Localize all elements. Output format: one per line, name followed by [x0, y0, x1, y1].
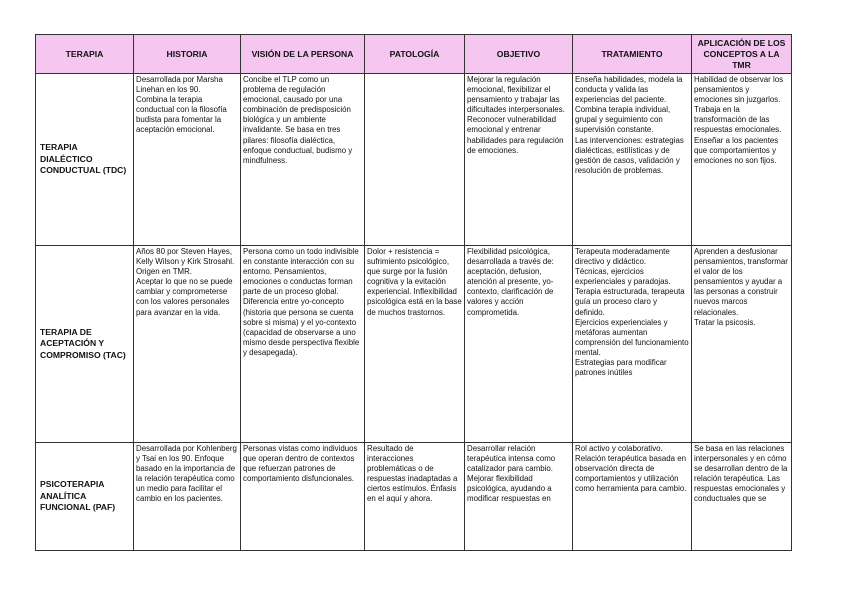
- header-vision: VISIÓN DE LA PERSONA: [241, 35, 365, 74]
- cell-paragraph: Concibe el TLP como un problema de regulación emocional, causado por una combinación de predisposición biológica y un ambiente invalidante. Se basa en tres pilares: filosofía dialéctica, enfoque conductual, budismo y mindfulness.: [243, 75, 353, 165]
- header-tratamiento: TRATAMIENTO: [573, 35, 692, 74]
- cell-paragraph: Combina terapia individual, grupal y seguimiento con supervisión constante.: [575, 105, 671, 135]
- historia-cell: [134, 246, 241, 443]
- aplicacion-cell: [692, 443, 792, 551]
- cell-paragraph: Mejorar la regulación emocional, flexibilizar el pensamiento y trabajar las dificultades interpersonales.: [467, 75, 565, 115]
- table-row: [36, 443, 792, 551]
- cell-paragraph: Desarrollada por Marsha Linehan en los 90.: [136, 75, 223, 95]
- therapy-comparison-table: [35, 34, 792, 551]
- header-terapia: TERAPIA: [36, 35, 134, 74]
- cell-paragraph: Se basa en las relaciones interpersonales y en cómo se desarrollan dentro de la relación terapéutica. Las respuestas emocionales y conductuales que se: [694, 444, 788, 504]
- cell-content: [467, 247, 570, 318]
- cell-content: [467, 444, 570, 505]
- cell-paragraph: Personas vistas como individuos que operan dentro de contextos que refuerzan patrones de comportamiento disfuncionales.: [243, 444, 358, 484]
- cell-paragraph: Tratar la psicosis.: [694, 317, 756, 327]
- cell-content: [243, 247, 362, 358]
- cell-content: [575, 75, 689, 176]
- cell-paragraph: Rol activo y colaborativo.: [575, 444, 663, 453]
- cell-paragraph: Reconocer vulnerabilidad emocional y entrenar habilidades para regulación de emociones.: [467, 115, 564, 155]
- cell-content: [694, 444, 789, 505]
- cell-paragraph: Enseñar a los pacientes que comportamientos y emociones no son fijos.: [694, 135, 779, 165]
- cell-paragraph: Años 80 por Steven Hayes, Kelly Wilson y Kirk Strosahl.: [136, 247, 235, 267]
- cell-content: [136, 247, 238, 318]
- cell-content: [136, 75, 238, 136]
- therapy-name: TERAPIA DIALÉCTICO CONDUCTUAL (TDC): [36, 74, 134, 246]
- objetivo-cell: [465, 74, 573, 246]
- table-row: [36, 74, 792, 246]
- objetivo-cell: [465, 246, 573, 443]
- aplicacion-cell: [692, 246, 792, 443]
- header-patologia: PATOLOGÍA: [365, 35, 465, 74]
- cell-content: [694, 247, 789, 328]
- patologia-cell: [365, 246, 465, 443]
- cell-paragraph: Ejercicios experienciales y metáforas aumentan comprensión del funcionamiento mental.: [575, 317, 689, 357]
- cell-paragraph: Dolor + resistencia = sufrimiento psicológico, que surge por la fusión cognitiva y la evitación experiencial. Inflexibilidad psicológica está en la base de muchos trastornos.: [367, 247, 462, 317]
- historia-cell: [134, 443, 241, 551]
- cell-content: [367, 444, 462, 505]
- patologia-cell: [365, 443, 465, 551]
- cell-paragraph: Las intervenciones: estrategias dialécticas, estilísticas y de gestión de casos, validación y resolución de problemas.: [575, 135, 684, 175]
- cell-paragraph: Aceptar lo que no se puede cambiar y comprometerse con los valores personales para avanzar en la vida.: [136, 277, 233, 317]
- cell-content: [694, 75, 789, 166]
- cell-content: [243, 75, 362, 166]
- patologia-cell: [365, 74, 465, 246]
- cell-content: [575, 444, 689, 494]
- cell-content: [136, 444, 238, 505]
- cell-paragraph: Origen en TMR.: [136, 267, 192, 277]
- cell-content: [467, 75, 570, 156]
- therapy-name: TERAPIA DE ACEPTACIÓN Y COMPROMISO (TAC): [36, 246, 134, 443]
- cell-paragraph: Desarrollar relación terapéutica intensa como catalizador para cambio.: [467, 444, 556, 474]
- cell-paragraph: Técnicas, ejercicios experienciales y paradojas.: [575, 267, 671, 287]
- header-aplicacion: APLICACIÓN DE LOS CONCEPTOS A LA TMR: [692, 35, 792, 74]
- objetivo-cell: [465, 443, 573, 551]
- cell-content: [243, 444, 362, 484]
- cell-paragraph: Combina la terapia conductual con la filosofía budista para fomentar la aceptación emocional.: [136, 95, 227, 135]
- tratamiento-cell: [573, 443, 692, 551]
- cell-paragraph: Terapia estructurada, terapeuta guía un proceso claro y definido.: [575, 287, 685, 317]
- tratamiento-cell: [573, 246, 692, 443]
- table-row: [36, 246, 792, 443]
- cell-paragraph: Terapeuta moderadamente directivo y didáctico.: [575, 247, 670, 267]
- header-historia: HISTORIA: [134, 35, 241, 74]
- vision-cell: [241, 74, 365, 246]
- vision-cell: [241, 443, 365, 551]
- header-row: [36, 35, 792, 74]
- cell-paragraph: Enseña habilidades, modela la conducta y valida las experiencias del paciente.: [575, 75, 683, 105]
- cell-paragraph: Habilidad de observar los pensamientos y emociones sin juzgarlos.: [694, 75, 784, 105]
- cell-paragraph: Relación terapéutica basada en observación directa de comportamientos y utilización como herramienta para cambio.: [575, 454, 687, 494]
- cell-paragraph: Diferencia entre yo-concepto (historia que persona se cuenta sobre si misma) y el yo-contexto (capacidad de observarse a uno mismo desde perspectiva flexible y desapegada).: [243, 297, 360, 357]
- cell-content: [575, 247, 689, 378]
- cell-content: [367, 247, 462, 318]
- vision-cell: [241, 246, 365, 443]
- cell-paragraph: Trabaja en la transformación de las respuestas emocionales.: [694, 105, 782, 135]
- cell-paragraph: Aprenden a desfusionar pensamientos, transformar el valor de los pensamientos y ayudar a las personas a construir nuevos marcos relacionales.: [694, 247, 788, 317]
- cell-paragraph: Desarrollada por Kohlenberg y Tsai en los 90. Enfoque basado en la importancia de la relación terapéutica como un medio para facilitar el cambio en los pacientes.: [136, 444, 237, 504]
- cell-paragraph: Flexibilidad psicológica, desarrollada a través de: aceptación, defusion, atención al presente, yo-contexto, clarificación de valores y acción comprometida.: [467, 247, 554, 317]
- tratamiento-cell: [573, 74, 692, 246]
- cell-paragraph: Mejorar flexibilidad psicológica, ayudando a modificar respuestas en: [467, 474, 552, 504]
- historia-cell: [134, 74, 241, 246]
- aplicacion-cell: [692, 74, 792, 246]
- cell-paragraph: Persona como un todo indivisible en constante interacción con su entorno. Pensamientos, emociones o conductas forman parte de un proceso global.: [243, 247, 359, 297]
- cell-paragraph: Resultado de interacciones problemáticas o de respuestas inadaptadas a ciertos estímulos. Énfasis en el aquí y ahora.: [367, 444, 458, 504]
- cell-paragraph: Estrategias para modificar patrones inútiles: [575, 358, 667, 378]
- therapy-name: PSICOTERAPIA ANALÍTICA FUNCIONAL (PAF): [36, 443, 134, 551]
- header-objetivo: OBJETIVO: [465, 35, 573, 74]
